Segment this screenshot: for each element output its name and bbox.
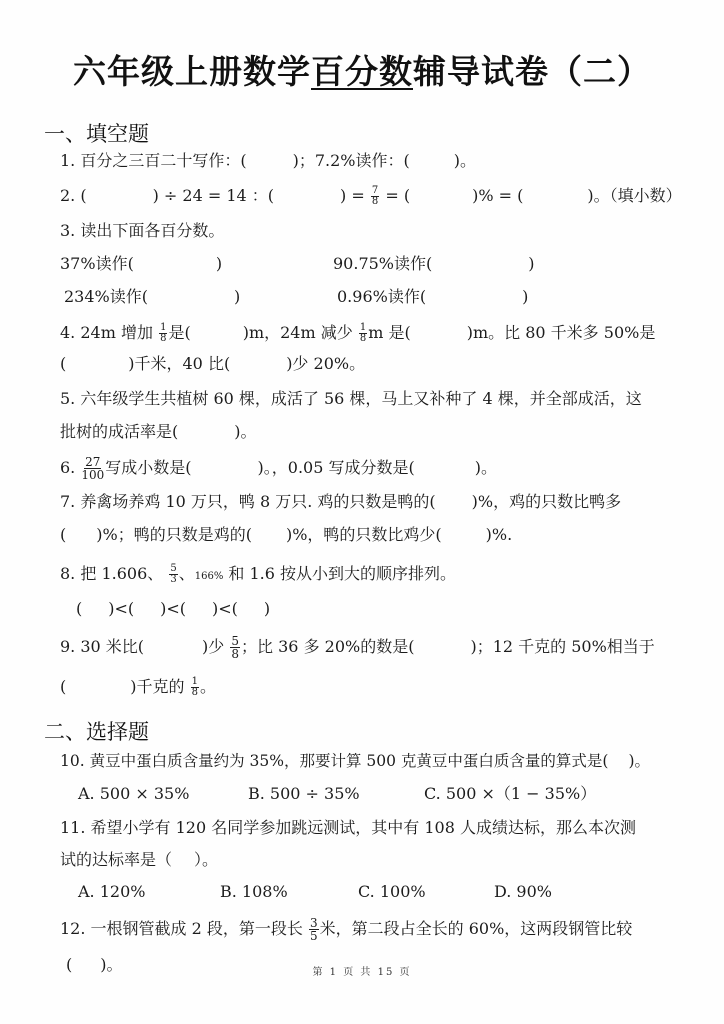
frac-denominator: 8 xyxy=(371,196,379,207)
question-8 xyxy=(60,563,456,588)
frac-denominator: 8 xyxy=(191,687,198,698)
page-title xyxy=(0,46,724,93)
q8-percent-small: 166% xyxy=(194,571,224,582)
q12-text: 米，第二段占全长的 60%，这两段钢管比较 xyxy=(319,919,633,938)
q6-text: )。 xyxy=(474,458,497,477)
q9-text: )少 xyxy=(202,637,225,656)
question-9-line-2 xyxy=(60,676,216,698)
question-3-item-4 xyxy=(337,286,528,308)
question-3-item-1 xyxy=(60,253,222,275)
page-number-footer: 第 1 页 共 15 页 xyxy=(312,967,412,978)
q11-text: ）。 xyxy=(194,850,219,869)
fraction-1-8 xyxy=(359,323,367,344)
q4-text: )m，24m 减少 xyxy=(242,323,353,342)
frac-numerator: 7 xyxy=(371,185,379,196)
q10-text: 10. 黄豆中蛋白质含量约为 35%，那要计算 500 克黄豆中蛋白质含量的算式是( xyxy=(60,752,609,770)
section-heading-fill-blank: 一、填空题 xyxy=(44,122,149,146)
q9-text: ( xyxy=(60,677,67,696)
question-6 xyxy=(60,456,497,481)
question-9-line-1 xyxy=(60,635,655,660)
q12-text: ( xyxy=(66,955,73,974)
q2-text: )。（填小数） xyxy=(587,186,682,205)
title-underlined-topic: 百分数 xyxy=(311,52,413,91)
q5-text: 批树的成活率是( xyxy=(60,422,179,441)
q8-paren: )<( xyxy=(160,599,187,618)
q12-text: 12. 一根钢管截成 2 段，第一段长 xyxy=(60,919,303,938)
q1-text: )；7.2%读作：( xyxy=(292,151,410,170)
option-d[interactable]: D. 90% xyxy=(494,882,552,901)
q6-text: 写成小数是( xyxy=(105,458,192,477)
q4-text: )千米，40 比( xyxy=(128,354,231,373)
q6-text: )。，0.05 写成分数是( xyxy=(257,458,415,477)
q9-text: 。 xyxy=(199,677,216,696)
q11-text: 试的达标率是（ xyxy=(60,850,173,869)
q3-item-close: ) xyxy=(522,287,529,306)
question-11-line-1: 11. 希望小学有 120 名同学参加跳远测试，其中有 108 人成绩达标，那么本次测 xyxy=(60,818,636,837)
option-b[interactable]: B. 500 ÷ 35% xyxy=(248,784,360,803)
q4-text: m 是( xyxy=(368,323,411,342)
q2-text: ) ÷ 24 = 14 ：( xyxy=(152,186,275,205)
option-a[interactable]: A. 500 × 35% xyxy=(78,784,190,803)
q4-text: )m。比 80 千米多 50%是 xyxy=(466,323,656,342)
q3-item-text: 0.96%读作( xyxy=(337,287,427,306)
q2-text: ) = xyxy=(340,186,365,205)
q2-text: )% = ( xyxy=(472,186,524,205)
q4-text: 是( xyxy=(168,323,191,342)
q4-text: 4. 24m 增加 xyxy=(60,323,153,342)
q8-text: 、 xyxy=(178,564,195,583)
option-c[interactable]: C. 500 ×（1 − 35%） xyxy=(424,784,597,803)
option-b[interactable]: B. 108% xyxy=(220,882,288,901)
q9-text: )；12 千克的 50%相当于 xyxy=(470,637,655,656)
q7-text: 7. 养禽场养鸡 10 万只，鸭 8 万只. 鸡的只数是鸭的( xyxy=(60,492,436,511)
question-7-line-1 xyxy=(60,491,621,513)
question-8-order-blanks xyxy=(76,598,270,620)
fraction-27-100 xyxy=(81,456,104,481)
fraction-3-5 xyxy=(309,917,319,942)
title-suffix: 辅导试卷（二） xyxy=(413,52,651,91)
q7-text: )%. xyxy=(485,525,513,544)
question-3-title: 3. 读出下面各百分数。 xyxy=(60,221,225,240)
question-11-options xyxy=(78,881,552,903)
question-3-item-2 xyxy=(333,253,535,275)
frac-numerator: 27 xyxy=(85,455,101,469)
q1-text: 1. 百分之三百二十写作：( xyxy=(60,151,247,170)
frac-numerator: 1 xyxy=(191,676,198,687)
q2-text: = ( xyxy=(385,186,411,205)
q8-text: 和 1.6 按从小到大的顺序排列。 xyxy=(223,564,457,583)
fraction-5-3 xyxy=(169,564,177,585)
q1-text: )。 xyxy=(453,151,476,170)
q2-text: 2. ( xyxy=(60,186,87,205)
q8-paren: ( xyxy=(76,599,83,618)
title-prefix: 六年级上册数学 xyxy=(73,52,311,91)
q4-text: ( xyxy=(60,354,67,373)
question-5-line-2 xyxy=(60,421,257,443)
q7-text: )%；鸭的只数是鸡的( xyxy=(96,525,252,544)
frac-denominator: 8 xyxy=(231,647,240,661)
q3-item-close: ) xyxy=(528,254,535,273)
question-7-line-2 xyxy=(60,524,512,546)
q3-item-text: 90.75%读作( xyxy=(333,254,433,273)
frac-denominator: 100 xyxy=(81,468,105,482)
fraction-1-8 xyxy=(159,323,167,344)
frac-denominator: 8 xyxy=(359,333,367,344)
q9-text: ；比 36 多 20%的数是( xyxy=(241,637,415,656)
question-12-line-1 xyxy=(60,917,632,942)
frac-numerator: 1 xyxy=(359,322,367,333)
q4-text: )少 20%。 xyxy=(286,354,366,373)
question-10-options xyxy=(78,783,596,805)
question-1 xyxy=(60,150,476,172)
section-heading-multiple-choice: 二、选择题 xyxy=(44,720,149,744)
option-c[interactable]: C. 100% xyxy=(358,882,426,901)
q9-text: )千克的 xyxy=(130,677,185,696)
option-a[interactable]: A. 120% xyxy=(78,882,146,901)
frac-denominator: 8 xyxy=(160,333,167,344)
q10-text: )。 xyxy=(628,752,651,770)
q8-text: 8. 把 1.606、 xyxy=(60,564,164,583)
fraction-1-8 xyxy=(191,677,199,698)
fraction-7-8 xyxy=(371,186,379,207)
question-11-line-2 xyxy=(60,849,218,871)
q6-text: 6. xyxy=(60,458,76,477)
question-10 xyxy=(60,750,650,772)
q7-text: )%，鸡的只数比鸭多 xyxy=(471,492,622,511)
question-5-line-1: 5. 六年级学生共植树 60 棵，成活了 56 棵，马上又补种了 4 棵，并全部成活，这 xyxy=(60,389,642,408)
question-4-line-2 xyxy=(60,353,365,375)
q8-paren: )<( xyxy=(212,599,238,618)
q8-paren: ) xyxy=(263,599,271,618)
q7-text: )%，鸭的只数比鸡少( xyxy=(285,525,442,544)
q7-text: ( xyxy=(60,525,67,544)
q9-text: 9. 30 米比( xyxy=(60,637,145,656)
question-3-item-3 xyxy=(64,286,240,308)
q5-text: )。 xyxy=(234,422,257,441)
q3-item-close: ) xyxy=(234,287,241,306)
frac-numerator: 3 xyxy=(309,916,318,930)
frac-numerator: 5 xyxy=(231,634,240,648)
frac-denominator: 3 xyxy=(170,574,177,585)
frac-numerator: 5 xyxy=(170,563,177,574)
frac-numerator: 1 xyxy=(160,322,167,333)
q3-item-text: 37%读作( xyxy=(60,254,134,273)
q12-text: )。 xyxy=(100,955,123,974)
question-4-line-1 xyxy=(60,322,655,344)
frac-denominator: 5 xyxy=(309,929,318,943)
q3-item-close: ) xyxy=(215,254,223,273)
question-2 xyxy=(60,185,682,207)
q3-item-text: 234%读作( xyxy=(64,287,148,306)
fraction-5-8 xyxy=(230,635,240,660)
q8-paren: )<( xyxy=(108,599,135,618)
